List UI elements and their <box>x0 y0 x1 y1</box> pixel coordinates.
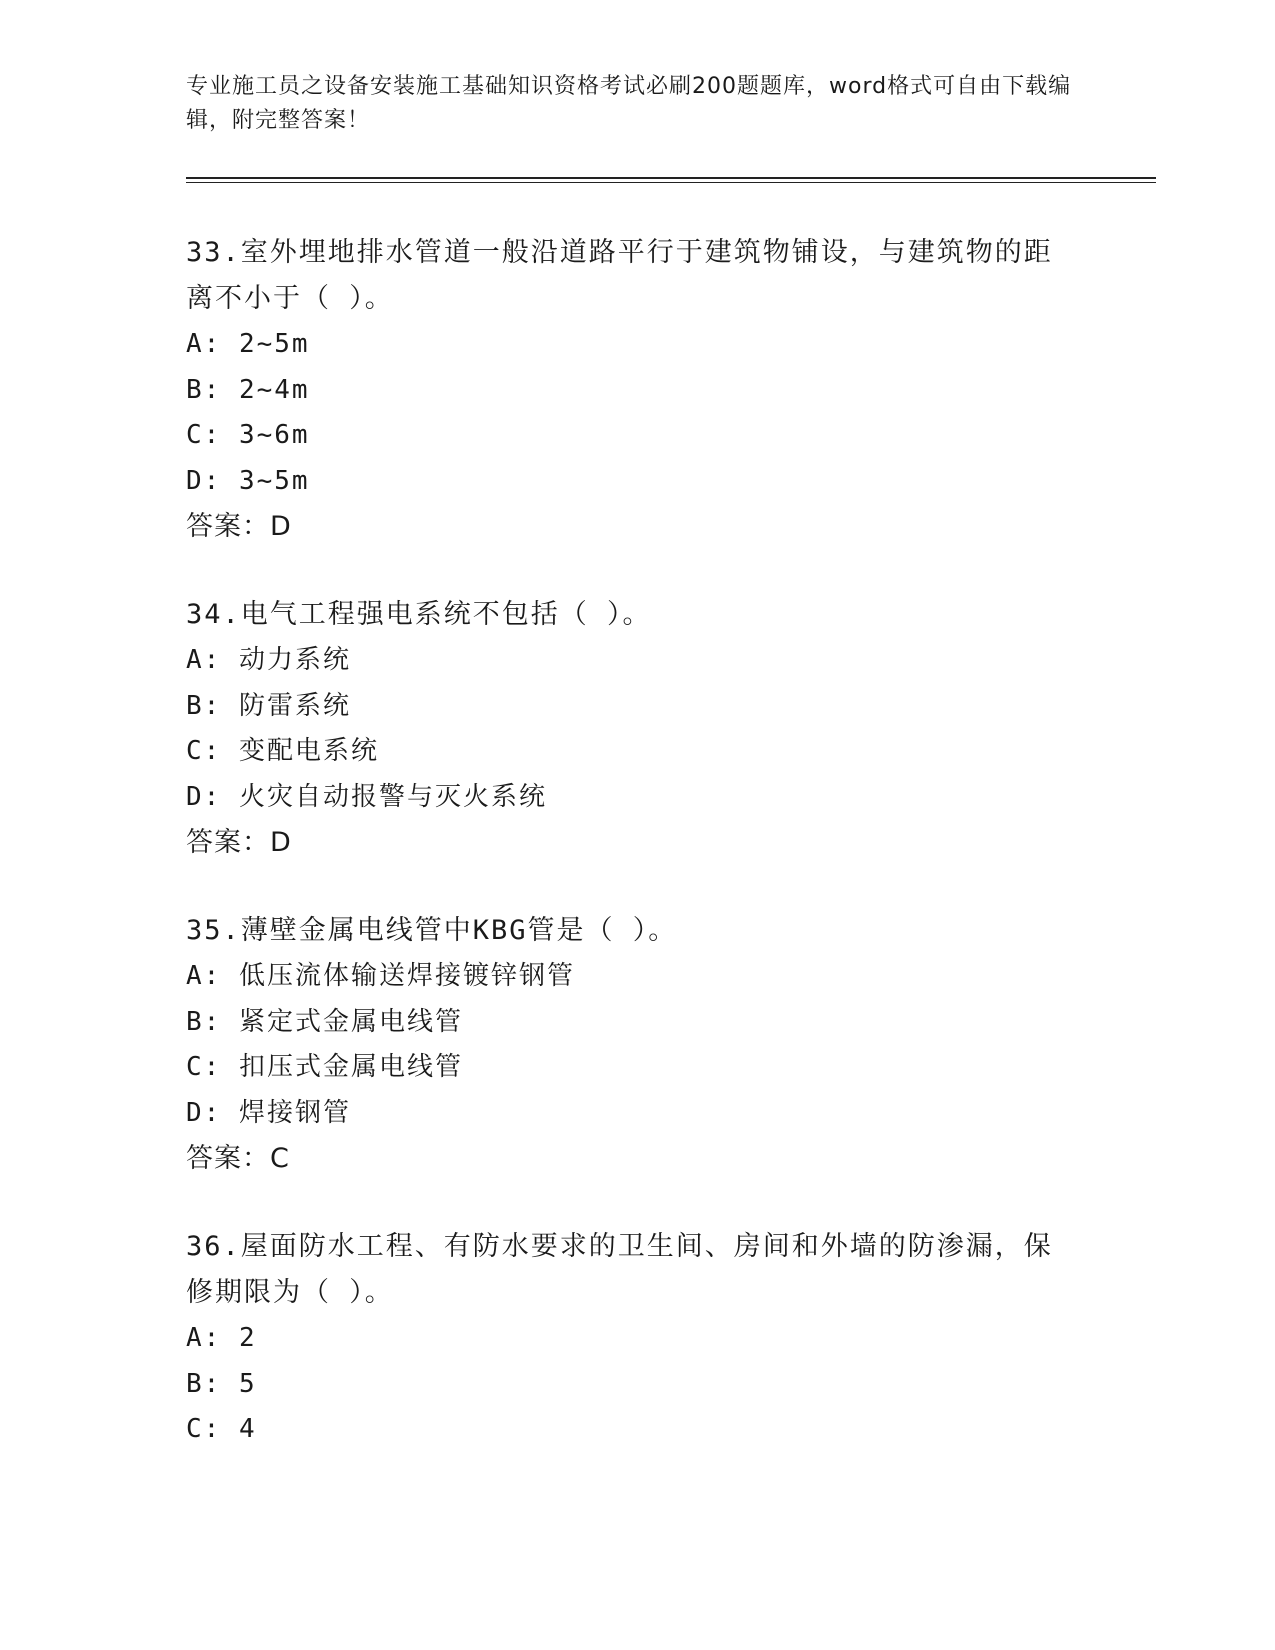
option-b: B: 5 <box>186 1368 257 1399</box>
option-c: C: 3~6m <box>186 420 310 450</box>
question-stem: 34.电气工程强电系统不包括（ ）。 <box>186 599 652 630</box>
option-a: A: 动力系统 <box>186 645 351 675</box>
question-list <box>186 230 1086 1495</box>
answer-line: 答案：C <box>186 1143 290 1174</box>
option-c: C: 变配电系统 <box>186 736 379 766</box>
question-stem: 36.屋面防水工程、有防水要求的卫生间、房间和外墙的防渗漏，保修期限为（ ）。 <box>186 1231 1053 1308</box>
answer-line: 答案：D <box>186 511 292 542</box>
document-header-title: 专业施工员之设备安装施工基础知识资格考试必刷200题题库，word格式可自由下载编辑，附完整答案！ <box>186 74 1072 133</box>
option-c: C: 扣压式金属电线管 <box>186 1052 463 1082</box>
option-b: B: 紧定式金属电线管 <box>186 1006 463 1037</box>
question-35 <box>186 908 1086 1182</box>
option-a: A: 2~5m <box>186 329 310 359</box>
option-c: C: 4 <box>186 1414 257 1444</box>
question-stem: 33.室外埋地排水管道一般沿道路平行于建筑物铺设，与建筑物的距离不小于（ ）。 <box>186 237 1053 314</box>
option-a: A: 2 <box>186 1323 257 1353</box>
option-a: A: 低压流体输送焊接镀锌钢管 <box>186 961 575 991</box>
option-b: B: 防雷系统 <box>186 690 351 721</box>
question-36 <box>186 1224 1086 1453</box>
answer-line: 答案：D <box>186 827 292 858</box>
option-d: D: 焊接钢管 <box>186 1097 351 1128</box>
document-page <box>186 0 1156 1650</box>
option-d: D: 火灾自动报警与灭火系统 <box>186 781 547 812</box>
question-34 <box>186 592 1086 866</box>
question-33 <box>186 230 1086 550</box>
header-divider <box>186 177 1156 183</box>
question-stem: 35.薄壁金属电线管中KBG管是（ ）。 <box>186 915 678 946</box>
option-d: D: 3~5m <box>186 465 310 496</box>
option-b: B: 2~4m <box>186 374 310 405</box>
